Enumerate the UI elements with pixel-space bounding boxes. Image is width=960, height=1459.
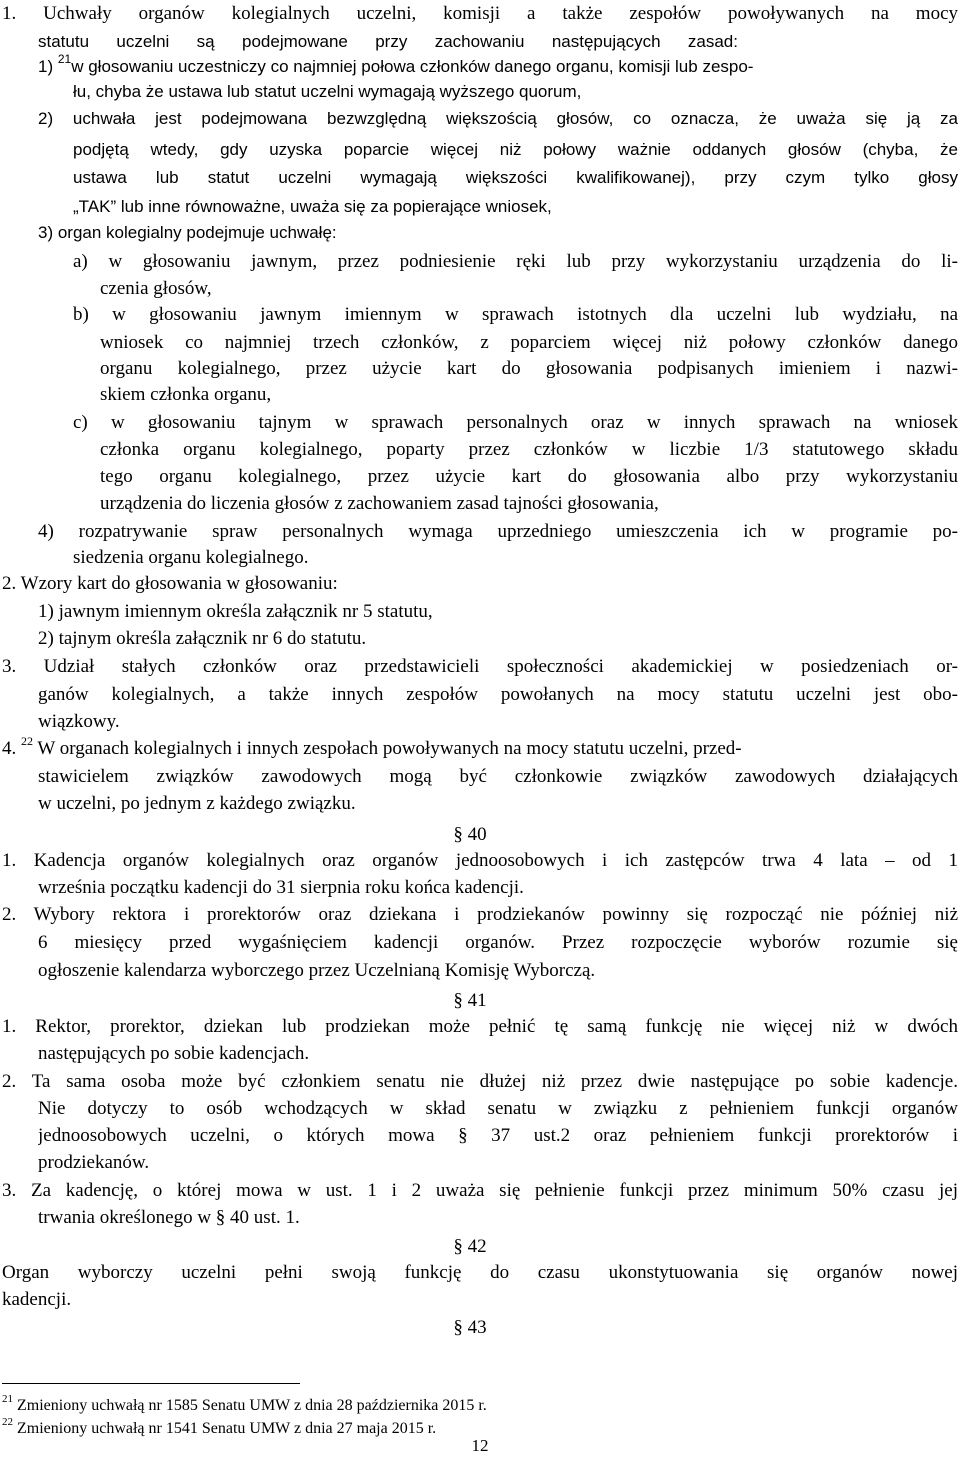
- text-line: stawicielem związków zawodowych mogą być członkowie związków zawodowych działających: [38, 766, 958, 787]
- text-line: następujących po sobie kadencjach.: [38, 1043, 310, 1064]
- text-line: [38, 52, 958, 79]
- text-line: września początku kadencji do 31 sierpnia roku końca kadencji.: [38, 877, 524, 898]
- text-line: jednoosobowych uczelni, o których mowa § 37 ust.2 oraz pełnieniem funkcji prorektorów i: [38, 1125, 958, 1146]
- text-line: 2. Ta sama osoba może być członkiem senatu nie dłużej niż przez dwie następujące po sobie kadencje.: [2, 1071, 958, 1092]
- section-heading: § 41: [453, 990, 487, 1011]
- text-line: łu, chyba że ustawa lub statut uczelni wymagają wyższego quorum,: [73, 82, 582, 101]
- text-line: ganów kolegialnych, a także innych zespołów powołanych na mocy statutu uczelni jest obo-: [38, 684, 958, 705]
- list-item-text: W organach kolegialnych i innych zespołach powoływanych na mocy statutu uczelni, przed-: [37, 738, 742, 759]
- text-line: 3. Za kadencję, o której mowa w ust. 1 i 2 uważa się pełnienie funkcji przez minimum 50% czasu jej: [2, 1180, 958, 1201]
- section-heading: § 42: [453, 1236, 487, 1257]
- section-heading: § 43: [453, 1317, 487, 1338]
- text-line: statutu uczelni są podejmowane przy zachowaniu następujących zasad:: [38, 32, 738, 51]
- text-line: czenia głosów,: [100, 278, 212, 299]
- text-line: tego organu kolegialnego, przez użycie kart do głosowania albo przy wykorzystaniu: [100, 466, 958, 487]
- text-line: Nie dotyczy to osób wchodzących w skład senatu w związku z pełnieniem funkcji organów: [38, 1098, 958, 1119]
- text-line: ustawa lub statut uczelni wymagają większości kwalifikowanej), przy czym tylko głosy: [73, 168, 958, 187]
- text-line: 2. Wybory rektora i prorektorów oraz dziekana i prodziekanów powinny się rozpocząć nie później niż: [2, 904, 958, 925]
- text-line: urządzenia do liczenia głosów z zachowaniem zasad tajności głosowania,: [100, 493, 659, 514]
- text-line: b) w głosowaniu jawnym imiennym w sprawach istotnych dla uczelni lub wydziału, na: [73, 304, 958, 325]
- text-line: 1) jawnym imiennym określa załącznik nr 5 statutu,: [38, 601, 433, 622]
- footnote: [2, 1415, 437, 1439]
- footnote-text: Zmieniony uchwałą nr 1541 Senatu UMW z dnia 27 maja 2015 r.: [17, 1420, 437, 1437]
- section-heading: § 40: [453, 824, 487, 845]
- footnote-number: 22: [2, 1415, 13, 1428]
- text-line: a) w głosowaniu jawnym, przez podniesienie ręki lub przy wykorzystaniu urządzenia do li-: [73, 251, 958, 272]
- text-line: 1. Uchwały organów kolegialnych uczelni, komisji a także zespołów powoływanych na mocy: [2, 3, 958, 24]
- list-marker: 1): [38, 57, 54, 76]
- text-line: c) w głosowaniu tajnym w sprawach personalnych oraz w innych sprawach na wniosek: [73, 412, 958, 433]
- text-line: 4) rozpatrywanie spraw personalnych wymaga uprzedniego umieszczenia ich w programie po-: [38, 521, 958, 542]
- text-line: członka organu kolegialnego, poparty przez członków w liczbie 1/3 statutowego składu: [100, 439, 958, 460]
- text-line: organu kolegialnego, przez użycie kart do głosowania podpisanych imieniem i nazwi-: [100, 358, 958, 379]
- text-line: 3. Udział stałych członków oraz przedstawicieli społeczności akademickiej w posiedzeniach or-: [2, 656, 958, 677]
- page-number: 12: [471, 1436, 489, 1455]
- text-line: prodziekanów.: [38, 1152, 150, 1173]
- footnote-ref: 21: [57, 52, 72, 67]
- text-line: ogłoszenie kalendarza wyborczego przez Uczelnianą Komisję Wyborczą.: [38, 960, 596, 981]
- text-line: 2) tajnym określa załącznik nr 6 do statutu.: [38, 628, 367, 649]
- text-line: 6 miesięcy przed wygaśnięciem kadencji organów. Przez rozpoczęcie wyborów rozumie się: [38, 932, 958, 953]
- footnote-divider: [2, 1383, 300, 1384]
- list-item-text: w głosowaniu uczestniczy co najmniej połowa członków danego organu, komisji lub zespo-: [71, 57, 754, 76]
- text-line: wiązkowy.: [38, 711, 120, 732]
- text-line: trwania określonego w § 40 ust. 1.: [38, 1207, 300, 1228]
- text-line: 1. Kadencja organów kolegialnych oraz organów jednoosobowych i ich zastępców trwa 4 lata – od 1: [2, 850, 958, 871]
- text-line: siedzenia organu kolegialnego.: [73, 547, 309, 568]
- text-line: 1. Rektor, prorektor, dziekan lub prodziekan może pełnić tę samą funkcję nie więcej niż w dwóch: [2, 1016, 958, 1037]
- text-line: [2, 733, 958, 761]
- text-line: kadencji.: [2, 1289, 72, 1310]
- footnote: [2, 1392, 487, 1416]
- footnote-number: 21: [2, 1392, 13, 1405]
- text-line: podjętą wtedy, gdy uzyska poparcie więcej niż połowy ważnie oddanych głosów (chyba, że: [73, 140, 958, 159]
- list-marker: 4.: [2, 738, 17, 759]
- text-line: 2. Wzory kart do głosowania w głosowaniu:: [2, 573, 338, 594]
- text-line: w uczelni, po jednym z każdego związku.: [38, 793, 356, 814]
- text-line: 2) uchwała jest podejmowana bezwzględną większością głosów, co oznacza, że uważa się ją za: [38, 109, 958, 128]
- text-line: „TAK” lub inne równoważne, uważa się za popierające wniosek,: [73, 197, 552, 216]
- footnote-ref: 22: [21, 733, 33, 748]
- text-line: 3) organ kolegialny podejmuje uchwałę:: [38, 223, 337, 242]
- footnote-text: Zmieniony uchwałą nr 1585 Senatu UMW z dnia 28 października 2015 r.: [17, 1397, 487, 1414]
- text-line: Organ wyborczy uczelni pełni swoją funkcję do czasu ukonstytuowania się organów nowej: [2, 1262, 958, 1283]
- text-line: skiem członka organu,: [100, 384, 272, 405]
- text-line: wniosek co najmniej trzech członków, z poparciem więcej niż połowy członków danego: [100, 332, 958, 353]
